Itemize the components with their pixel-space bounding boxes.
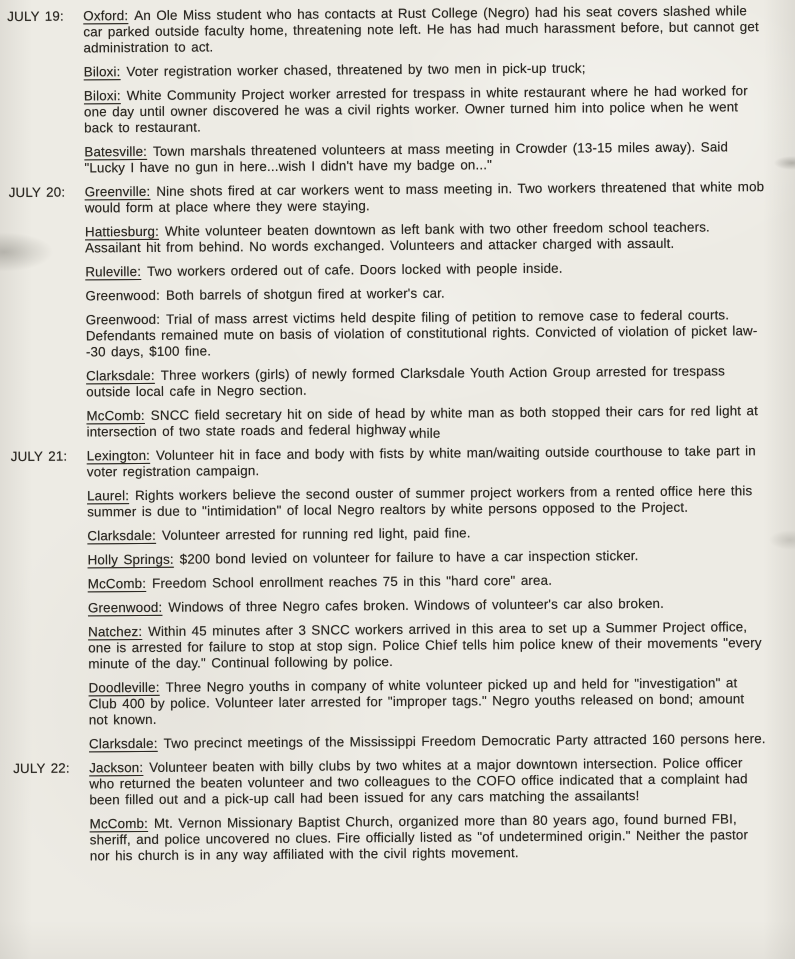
incident-text: White volunteer beaten downtown as left bank with two other freedom school teachers. Assailant hit from behind. No words exchanged. Volunteers and attacker charged with assault. [85,219,710,256]
incident-entry [85,259,765,280]
incident-entry [87,547,767,568]
incident-text: Three workers (girls) of newly formed Clarksdale Youth Action Group arrested for trespass outside local cafe in Negro section. [86,363,726,400]
incident-entry [87,483,767,520]
location-label: Hattiesburg: [84,223,160,240]
incident-entry [86,363,766,400]
date-section [11,443,788,753]
location-label: Holly Springs: [87,551,174,568]
incident-entry [85,219,765,256]
location-label: Clarksdale: [87,527,157,544]
location-label: McComb: [87,575,147,592]
incident-entry [87,523,767,544]
location-label: Clarksdale: [86,367,155,384]
incident-entry [86,307,766,360]
date-section [13,755,789,865]
date-section [9,179,786,441]
incident-text: Two precinct meetings of the Mississippi Freedom Democratic Party attracted 160 persons here. [163,731,766,751]
incident-entry [84,59,764,80]
incident-entry [84,139,764,176]
incident-entry [88,571,768,592]
incident-text: Volunteer arrested for running red light, paid fine. [161,525,471,543]
location-label: Laurel: [86,488,130,504]
incident-entry [84,83,764,136]
incident-entry [85,179,765,216]
location-label: Greenwood: [85,287,160,304]
incident-text: SNCC field secretary hit on side of head by white man as both stopped their cars for red light at intersection of two state roads and federal highway [86,403,759,440]
location-label: Jackson: [89,759,144,776]
location-label: Greenwood: [85,311,161,328]
incident-text: Rights workers believe the second ouster of summer project workers from a rented office here this summer is due to "intimidation" of local Negro realtors by white persons opposed to the Project. [87,483,753,520]
location-label: Doodleville: [88,679,160,696]
incident-text: White Community Project worker arrested for trespass in white restaurant where he had worked for one day until owner discovered he was a civil rights worker. Owner turned him into police when he went back to restaurant. [83,83,748,136]
incident-text: Town marshals threatened volunteers at mass meeting in Crowder (13-15 miles away). Said "Lucky I have no gun in here...wish I didn't have my badge on..." [84,139,729,176]
incident-text: An Ole Miss student who has contacts at Rust College (Negro) had his seat covers slashed while car parked outside faculty home, threatening note left. He has had much harassment before, but cannot get administration to act. [83,3,759,56]
incident-text: Nine shots fired at car workers went to mass meeting in. Two workers threatened that white mob would form at place where they were staying. [84,179,765,216]
location-label: Natchez: [88,623,143,640]
incident-text: Two workers ordered out of cafe. Doors locked with people inside. [147,260,563,279]
document-body [7,3,789,873]
incident-entry [85,283,765,304]
incident-text: Voter registration worker chased, threatened by two men in pick-up truck; [126,60,586,80]
location-label: Ruleville: [85,263,142,280]
incident-entry [86,403,766,440]
incident-entry [87,443,767,480]
incident-entry [89,755,769,808]
incident-text: Volunteer hit in face and body with fists by white man/waiting outside courthouse to take part in voter registration campaign. [86,443,756,480]
inserted-word: while [409,425,441,441]
incident-text: Freedom School enrollment reaches 75 in this "hard core" area. [152,572,553,591]
incident-text: Volunteer beaten with billy clubs by two whites at a major downtown intersection. Police officer who returned the beaten volunteer and two colleagues to the COFO office indicated that a complaint had been filled out and a pick-up call had been issued for any cars matching the assailants! [89,755,748,808]
incident-text: Three Negro youths in company of white volunteer picked up and held for "investigation" at Club 400 by police. Volunteer later arrested for "improper tags." Negro youths released on bond; amount not known. [88,675,745,728]
incident-entry [90,811,770,864]
date-section [7,3,783,177]
incident-entry [88,675,768,728]
incident-entry [88,595,768,616]
location-label: Lexington: [86,447,151,464]
location-label: Greenville: [84,183,151,200]
date-label: JULY 20: [8,184,66,201]
location-label: McComb: [89,815,149,832]
incident-entry [83,3,763,56]
location-label: Biloxi: [83,64,121,80]
date-label: JULY 19: [7,8,64,25]
date-label: JULY 21: [10,448,68,465]
incident-text: $200 bond levied on volunteer for failure to have a car inspection sticker. [179,548,639,567]
incident-text: Both barrels of shotgun fired at worker's car. [165,285,445,303]
incident-entry [88,619,768,672]
incident-text: Trial of mass arrest victims held despite filing of petition to remove case to federal courts. Defendants remained mute on basis of violation of constitutional rights. Convicted of violation of picket law--30 days, $100 fine. [85,307,758,360]
location-label: Greenwood: [87,599,163,616]
incident-text: Windows of three Negro cafes broken. Windows of volunteer's car also broken. [168,595,665,615]
location-label: Batesville: [84,143,148,160]
incident-entry [89,731,769,752]
location-label: McComb: [86,407,145,424]
location-label: Biloxi: [83,88,121,104]
location-label: Clarksdale: [88,735,158,752]
incident-text: Within 45 minutes after 3 SNCC workers arrived in this area to set up a Summer Project office, one is arrested for failure to stop at stop sign. Police Chief tells him police knew of their movements "every minute of the day." Continual following by police. [88,619,762,672]
date-label: JULY 22: [13,760,70,777]
incident-text: Mt. Vernon Missionary Baptist Church, organized more than 80 years ago, found burned FBI, sheriff, and police uncovered no clues. Fire officially listed as "of undetermined origin." Neither the pastor nor his church is in any way affiliated with the civil rights movement. [89,811,749,864]
location-label: Oxford: [83,8,129,24]
